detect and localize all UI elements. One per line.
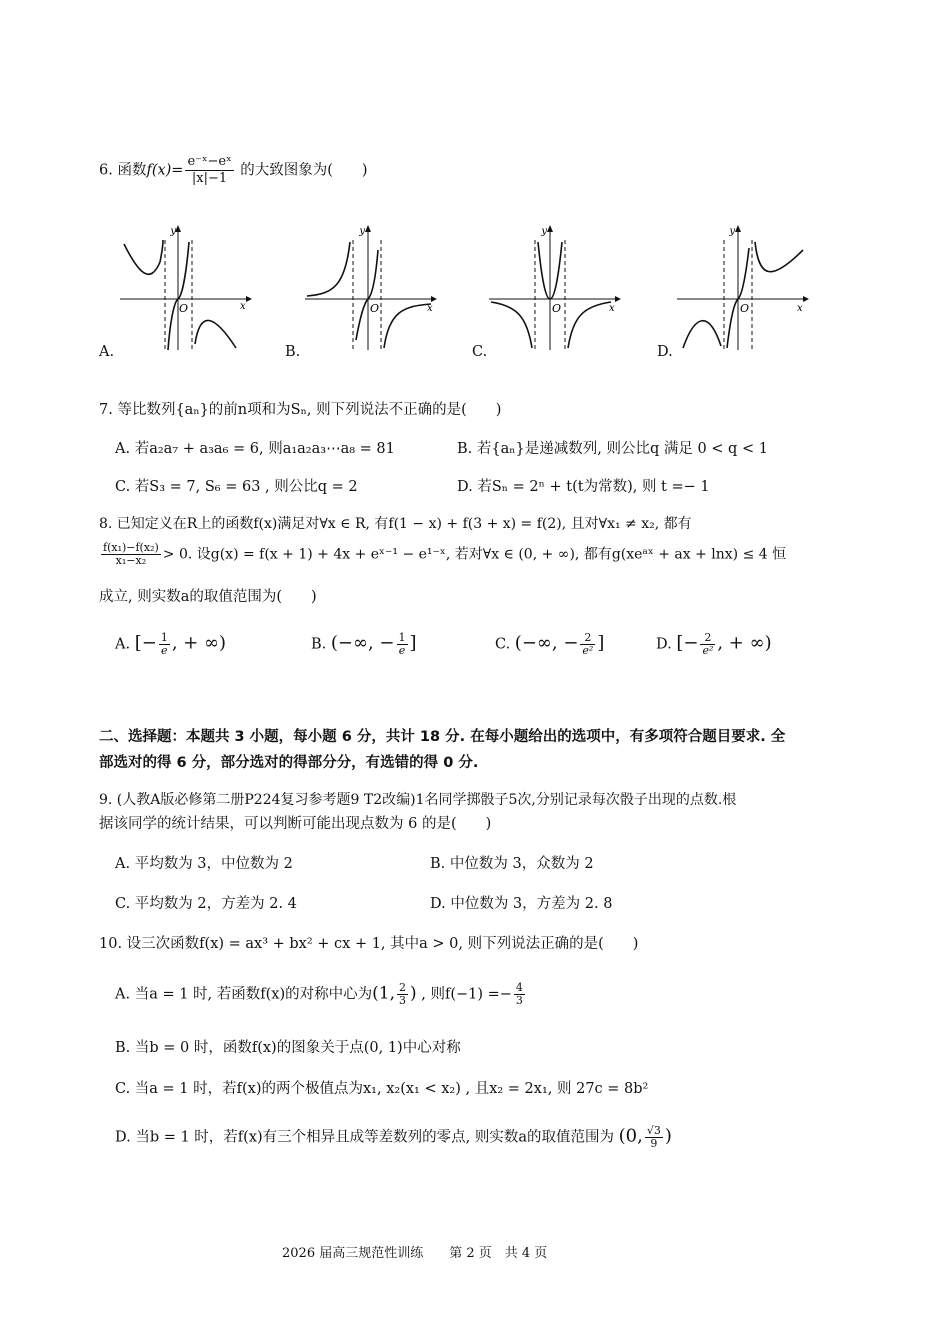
q6-option-c-label: C. [472, 344, 488, 360]
q10-option-c: C. 当a = 1 时，若f(x)的两个极值点为x₁, x₂(x₁ < x₂) , 且x₂ = 2x₁, 则 27c = 8b² [115, 1081, 649, 1097]
q8-a-left: [− [134, 632, 157, 654]
q6-stem-prefix: 6. 函数 [99, 162, 147, 179]
q9-option-d: D. 中位数为 3，方差为 2. 8 [430, 896, 613, 912]
q8-b-num: 1 [398, 631, 406, 644]
q9-option-c: C. 平均数为 2，方差为 2. 4 [115, 896, 297, 912]
q6a-origin-label: O [179, 302, 189, 315]
q8-c-den: e² [582, 644, 594, 657]
q6-stem [99, 154, 368, 187]
q8-b-frac [397, 632, 408, 657]
q6d-origin-label: O [740, 302, 750, 315]
x-axis-arrow [246, 296, 252, 302]
q10-option-a [115, 982, 527, 1007]
q6-option-a-label: A. [99, 344, 115, 360]
q8-c-label: C. [495, 636, 511, 653]
q10-d-pre: D. 当b = 1 时，若f(x)有三个相异且成等差数列的零点, 则实数a的取值范围为 [115, 1129, 615, 1146]
q10-d-den: 9 [650, 1137, 658, 1150]
q6b-y-label: y [359, 226, 365, 237]
q8-a-num: 1 [160, 631, 168, 644]
q10-a-pt-right: ) [409, 983, 417, 1004]
q10-a-pt-num: 2 [398, 981, 406, 994]
section2-heading-line1: 二、选择题：本题共 3 小题，每小题 6 分，共计 18 分. 在每小题给出的选项中，有多项符合题目要求. 全 [99, 729, 786, 745]
q8-fraction [101, 542, 161, 567]
q7-option-d: D. 若Sₙ = 2ⁿ + t(t为常数), 则 t =− 1 [457, 479, 710, 495]
q8-d-label: D. [656, 636, 672, 653]
q8-d-left: [− [676, 632, 699, 654]
q8-c-left: (−∞, − [514, 632, 579, 654]
q8-option-c [495, 632, 604, 657]
q6-graph-c [487, 222, 622, 352]
q8-c-num: 2 [580, 632, 595, 645]
q8-b-left: (−∞, − [330, 632, 395, 654]
section2-heading-line2: 部选对的得 6 分，部分选对的得部分分，有选错的得 0 分. [99, 755, 479, 771]
q8-b-den: e [398, 644, 406, 657]
q6a-x-label: x [240, 301, 246, 312]
q6-option-d-label: D. [657, 344, 673, 360]
q8-option-b [311, 632, 417, 657]
q8-a-right: , + ∞) [171, 632, 227, 654]
q6a-y-label: y [170, 226, 176, 237]
q8-d-num: 2 [700, 632, 715, 645]
q10-a-mid: , 则f(−1) =− [416, 986, 512, 1003]
q8-a-den: e [161, 644, 168, 657]
q6-fx: f(x)= [146, 162, 184, 179]
q10-a-pt-left: (1, [372, 983, 395, 1004]
q10-d-num: √3 [646, 1124, 661, 1137]
q9-option-a: A. 平均数为 3，中位数为 2 [115, 856, 293, 872]
q8-d-frac [700, 632, 715, 657]
q8-d-den: e² [702, 644, 714, 657]
q10-a-pre: A. 当a = 1 时, 若函数f(x)的对称中心为 [115, 986, 373, 1003]
q6b-origin-label: O [370, 302, 380, 315]
q8-a-label: A. [115, 636, 131, 653]
q8-option-a [115, 632, 226, 657]
q10-a-pt-frac [397, 982, 408, 1007]
q7-option-b: B. 若{aₙ}是递减数列, 则公比q 满足 0 < q < 1 [457, 441, 768, 457]
q9-line1: 9. (人教A版必修第二册P224复习参考题9 T2改编)1名同学掷骰子5次,分别记录每次骰子出现的点数.根 [99, 792, 737, 808]
q8-line2 [99, 542, 786, 567]
q8-c-right: ] [597, 632, 605, 654]
q10-option-d [115, 1125, 672, 1150]
q8-d-right: , + ∞) [717, 632, 772, 654]
q8-frac-den: x₁−x₂ [115, 554, 147, 567]
q10-option-b: B. 当b = 0 时，函数f(x)的图象关于点(0, 1)中心对称 [115, 1040, 461, 1056]
q6b-x-label: x [427, 303, 433, 314]
q10-stem: 10. 设三次函数f(x) = ax³ + bx² + cx + 1, 其中a > 0, 则下列说法正确的是( ) [99, 936, 639, 952]
q8-line1: 8. 已知定义在R上的函数f(x)满足对∀x ∈ R, 有f(1 − x) + f(3 + x) = f(2), 且对∀x₁ ≠ x₂, 都有 [99, 516, 692, 532]
q7-option-a: A. 若a₂a₇ + a₃a₆ = 6, 则a₁a₂a₃⋯a₈ = 81 [115, 441, 395, 457]
q8-b-label: B. [311, 636, 327, 653]
q10-a-num: 4 [515, 981, 523, 994]
q6-graph-d [675, 222, 810, 352]
q6-graph-a [118, 222, 253, 352]
q8-line2-rest: > 0. 设g(x) = f(x + 1) + 4x + eˣ⁻¹ − e¹⁻ˣ, 若对∀x ∈ (0, + ∞), 都有g(xeᵃˣ + ax + lnx) ≤ 4 恒 [162, 546, 787, 563]
q10-a-pt-den: 3 [398, 994, 406, 1007]
page-footer: 2026 届高三规范性训练 第 2 页 共 4 页 [282, 1246, 548, 1261]
q8-b-right: ] [409, 632, 417, 654]
q10-d-right: ) [664, 1125, 672, 1147]
q10-d-frac [645, 1125, 663, 1150]
q8-frac-num: f(x₁)−f(x₂) [103, 541, 159, 554]
q6-frac-num: e⁻ˣ−eˣ [187, 154, 232, 169]
q9-line2: 据该同学的统计结果，可以判断可能出现点数为 6 的是( ) [99, 816, 492, 832]
q10-a-frac [514, 982, 525, 1007]
q6-fraction [185, 154, 233, 187]
q6d-x-label: x [797, 303, 803, 314]
q9-option-b: B. 中位数为 3，众数为 2 [430, 856, 594, 872]
q7-option-c: C. 若S₃ = 7, S₆ = 63 , 则公比q = 2 [115, 479, 358, 495]
q6d-y-label: y [729, 226, 735, 237]
q8-c-frac [580, 632, 595, 657]
q8-a-frac [159, 632, 170, 657]
q10-a-den: 3 [515, 994, 523, 1007]
q6-frac-den: |x|−1 [191, 171, 228, 186]
q7-stem: 7. 等比数列{aₙ}的前n项和为Sₙ, 则下列说法不正确的是( ) [99, 402, 502, 418]
q6-stem-suffix: 的大致图象为( ) [235, 162, 368, 179]
q6c-y-label: y [541, 226, 547, 237]
q8-option-d [656, 632, 772, 657]
q6c-origin-label: O [552, 302, 562, 315]
q6-graph-b [303, 222, 438, 352]
q6-option-b-label: B. [285, 344, 301, 360]
q10-d-left: (0, [618, 1125, 643, 1147]
q8-line3: 成立, 则实数a的取值范围为( ) [99, 589, 317, 605]
q6c-x-label: x [609, 303, 615, 314]
